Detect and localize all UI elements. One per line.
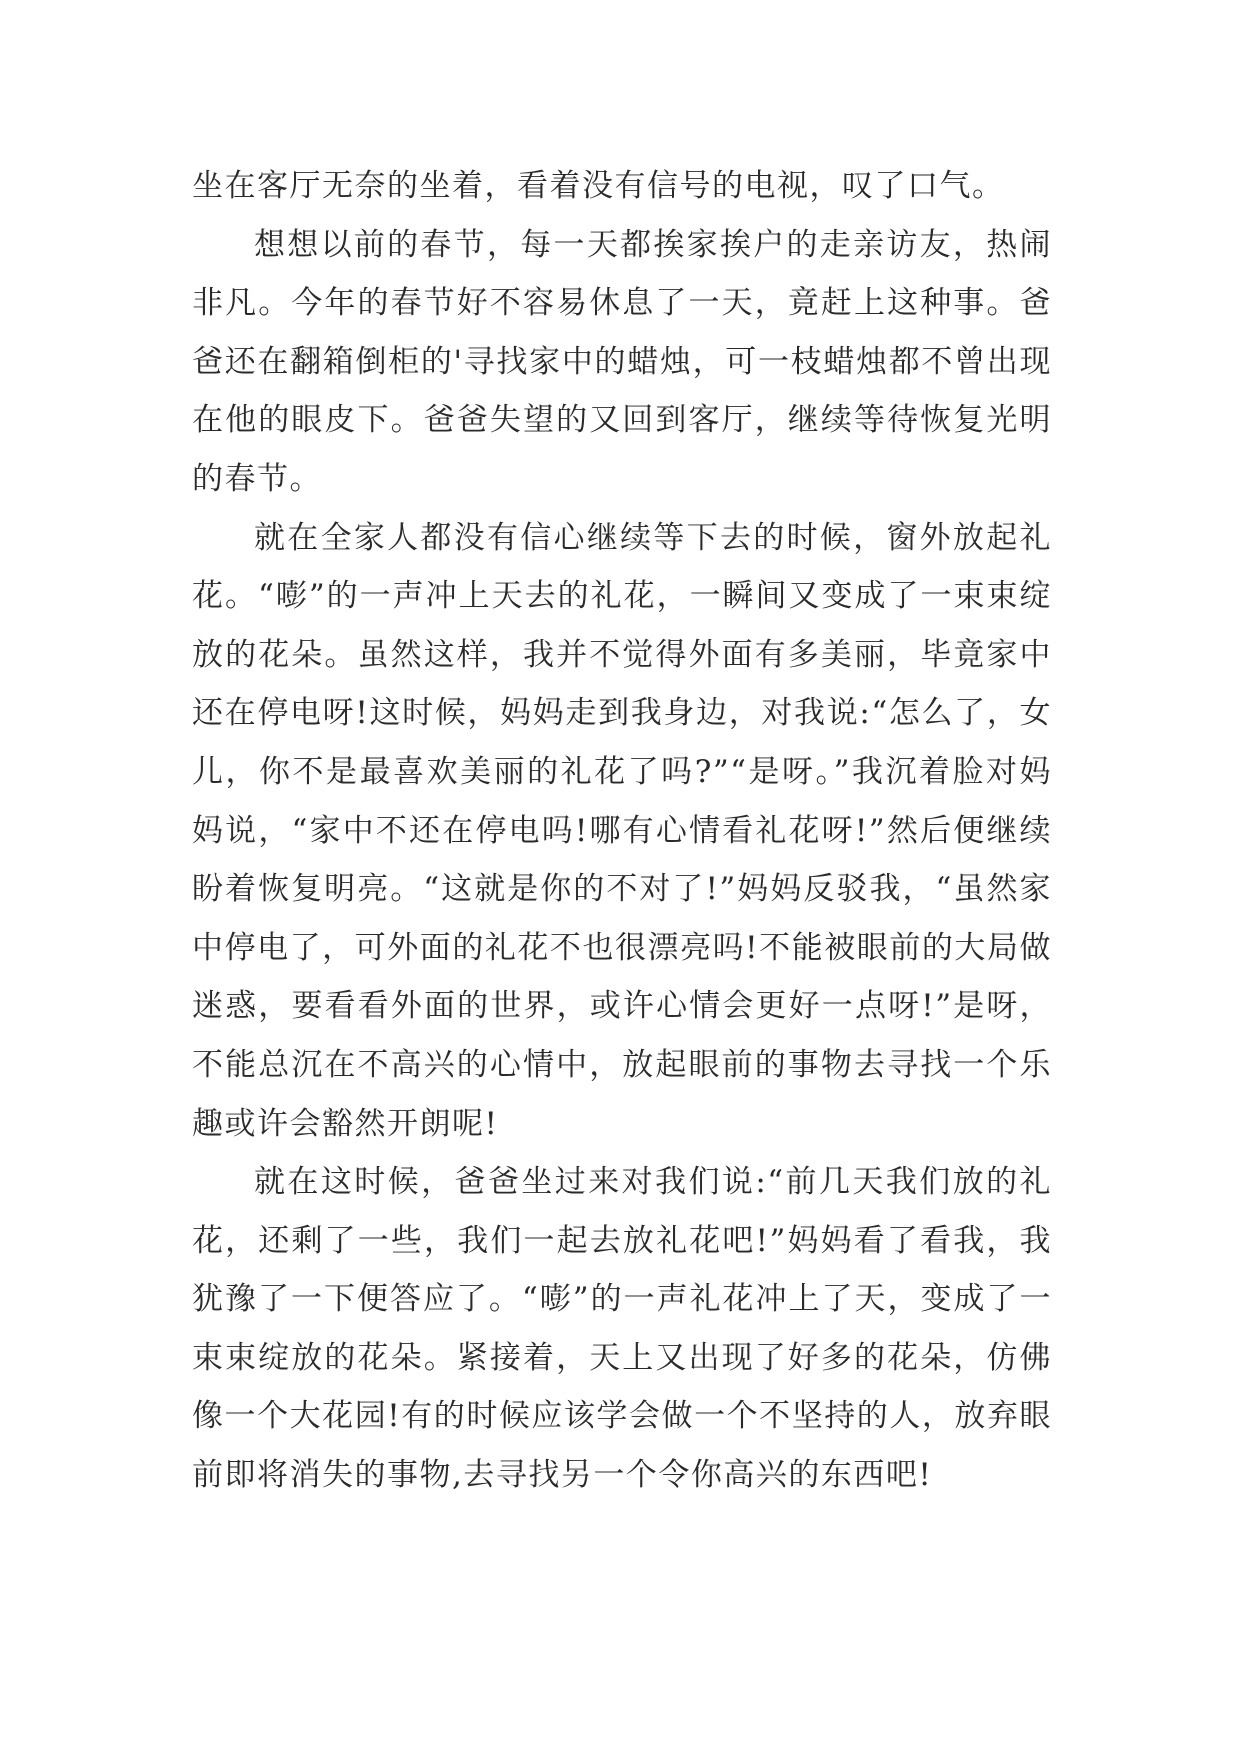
essay-body — [192, 157, 1052, 1505]
paragraph-2: 想想以前的春节，每一天都挨家挨户的走亲访友，热闹非凡。今年的春节好不容易休息了一天，竟赶上这种事。爸爸还在翻箱倒柜的'寻找家中的蜡烛，可一枝蜡烛都不曾出现在他的眼皮下。爸爸失望的又回到客厅，继续等待恢复光明的春节。 — [192, 226, 1052, 497]
paragraph-4: 就在这时候，爸爸坐过来对我们说:“前几天我们放的礼花，还剩了一些，我们一起去放礼花吧!”妈妈看了看我，我犹豫了一下便答应了。“嘭”的一声礼花冲上了天，变成了一束束绽放的花朵。紧接着，天上又出现了好多的花朵，仿佛像一个大花园!有的时候应该学会做一个不坚持的人，放弃眼前即将消失的事物,去寻找另一个令你高兴的东西吧! — [192, 1164, 1052, 1494]
paragraph-3: 就在全家人都没有信心继续等下去的时候，窗外放起礼花。“嘭”的一声冲上天去的礼花，一瞬间又变成了一束束绽放的花朵。虽然这样，我并不觉得外面有多美丽，毕竟家中还在停电呀!这时候，妈妈走到我身边，对我说:“怎么了，女儿，你不是最喜欢美丽的礼花了吗?”“是呀。”我沉着脸对妈妈说，“家中不还在停电吗!哪有心情看礼花呀!”然后便继续盼着恢复明亮。“这就是你的不对了!”妈妈反驳我，“虽然家中停电了，可外面的礼花不也很漂亮吗!不能被眼前的大局做迷惑，要看看外面的世界，或许心情会更好一点呀!”是呀，不能总沉在不高兴的心情中，放起眼前的事物去寻找一个乐趣或许会豁然开朗呢! — [192, 519, 1052, 1142]
paragraph-1: 坐在客厅无奈的坐着，看着没有信号的电视，叹了口气。 — [192, 168, 1005, 204]
